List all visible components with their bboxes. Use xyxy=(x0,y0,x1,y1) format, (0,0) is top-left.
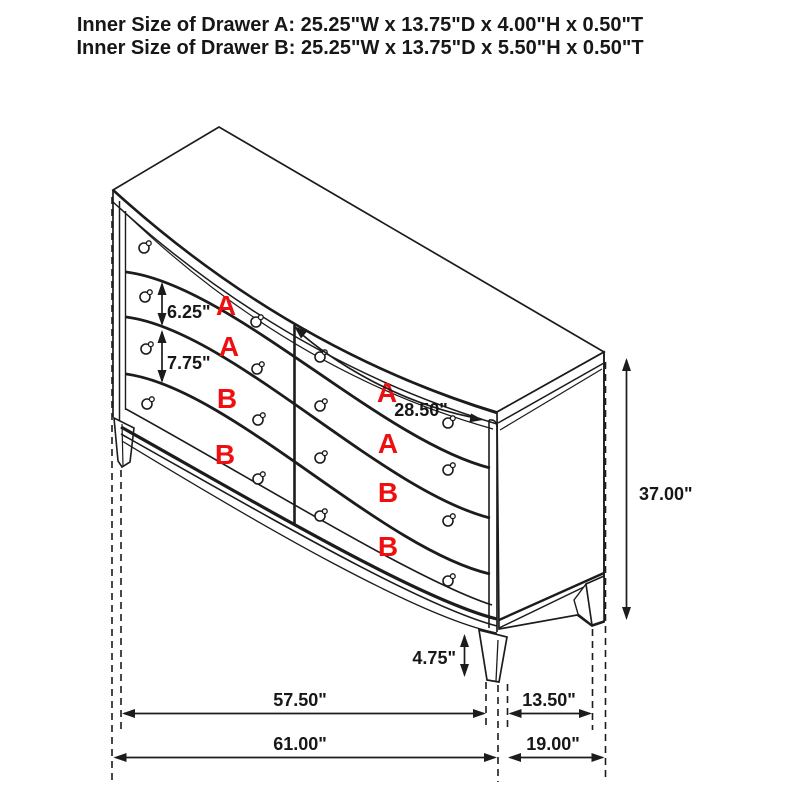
dim-overall-width xyxy=(114,734,498,762)
dim-overall-depth xyxy=(508,734,605,762)
dim-label-28-50: 28.50" xyxy=(394,400,448,420)
title-line-2: Inner Size of Drawer B: 25.25"W x 13.75"D x 5.50"H x 0.50"T xyxy=(76,37,644,59)
dim-label-7-75: 7.75" xyxy=(167,353,211,373)
dim-label-61-00: 61.00" xyxy=(273,734,327,754)
dim-overall-height xyxy=(622,358,693,620)
drawer-label-right-3: B xyxy=(377,477,399,508)
dim-label-57-50: 57.50" xyxy=(273,690,327,710)
drawer-label-right-2: A xyxy=(377,428,399,459)
dim-front-width-between-legs xyxy=(122,690,486,718)
drawer-label-left-2: A xyxy=(218,331,240,362)
dim-label-37-00: 37.00" xyxy=(639,484,693,504)
drawer-label-left-1: A xyxy=(215,290,237,321)
dim-label-19-00: 19.00" xyxy=(526,734,580,754)
dim-label-4-75: 4.75" xyxy=(412,648,456,668)
drawer-label-left-3: B xyxy=(216,383,238,414)
dim-side-depth-between-legs xyxy=(509,690,593,718)
title-block xyxy=(76,14,643,59)
front-right-leg xyxy=(479,630,507,682)
drawer-label-right-1: A xyxy=(376,377,398,408)
dresser-body xyxy=(113,127,604,682)
title-line-1: Inner Size of Drawer A: 25.25"W x 13.75"D x 4.00"H x 0.50"T xyxy=(76,14,644,36)
dim-label-13-50: 13.50" xyxy=(522,690,576,710)
drawer-label-right-4: B xyxy=(377,531,399,562)
dim-leg-height xyxy=(412,634,469,677)
dim-label-6-25: 6.25" xyxy=(167,302,211,322)
drawer-label-left-4: B xyxy=(214,439,236,470)
